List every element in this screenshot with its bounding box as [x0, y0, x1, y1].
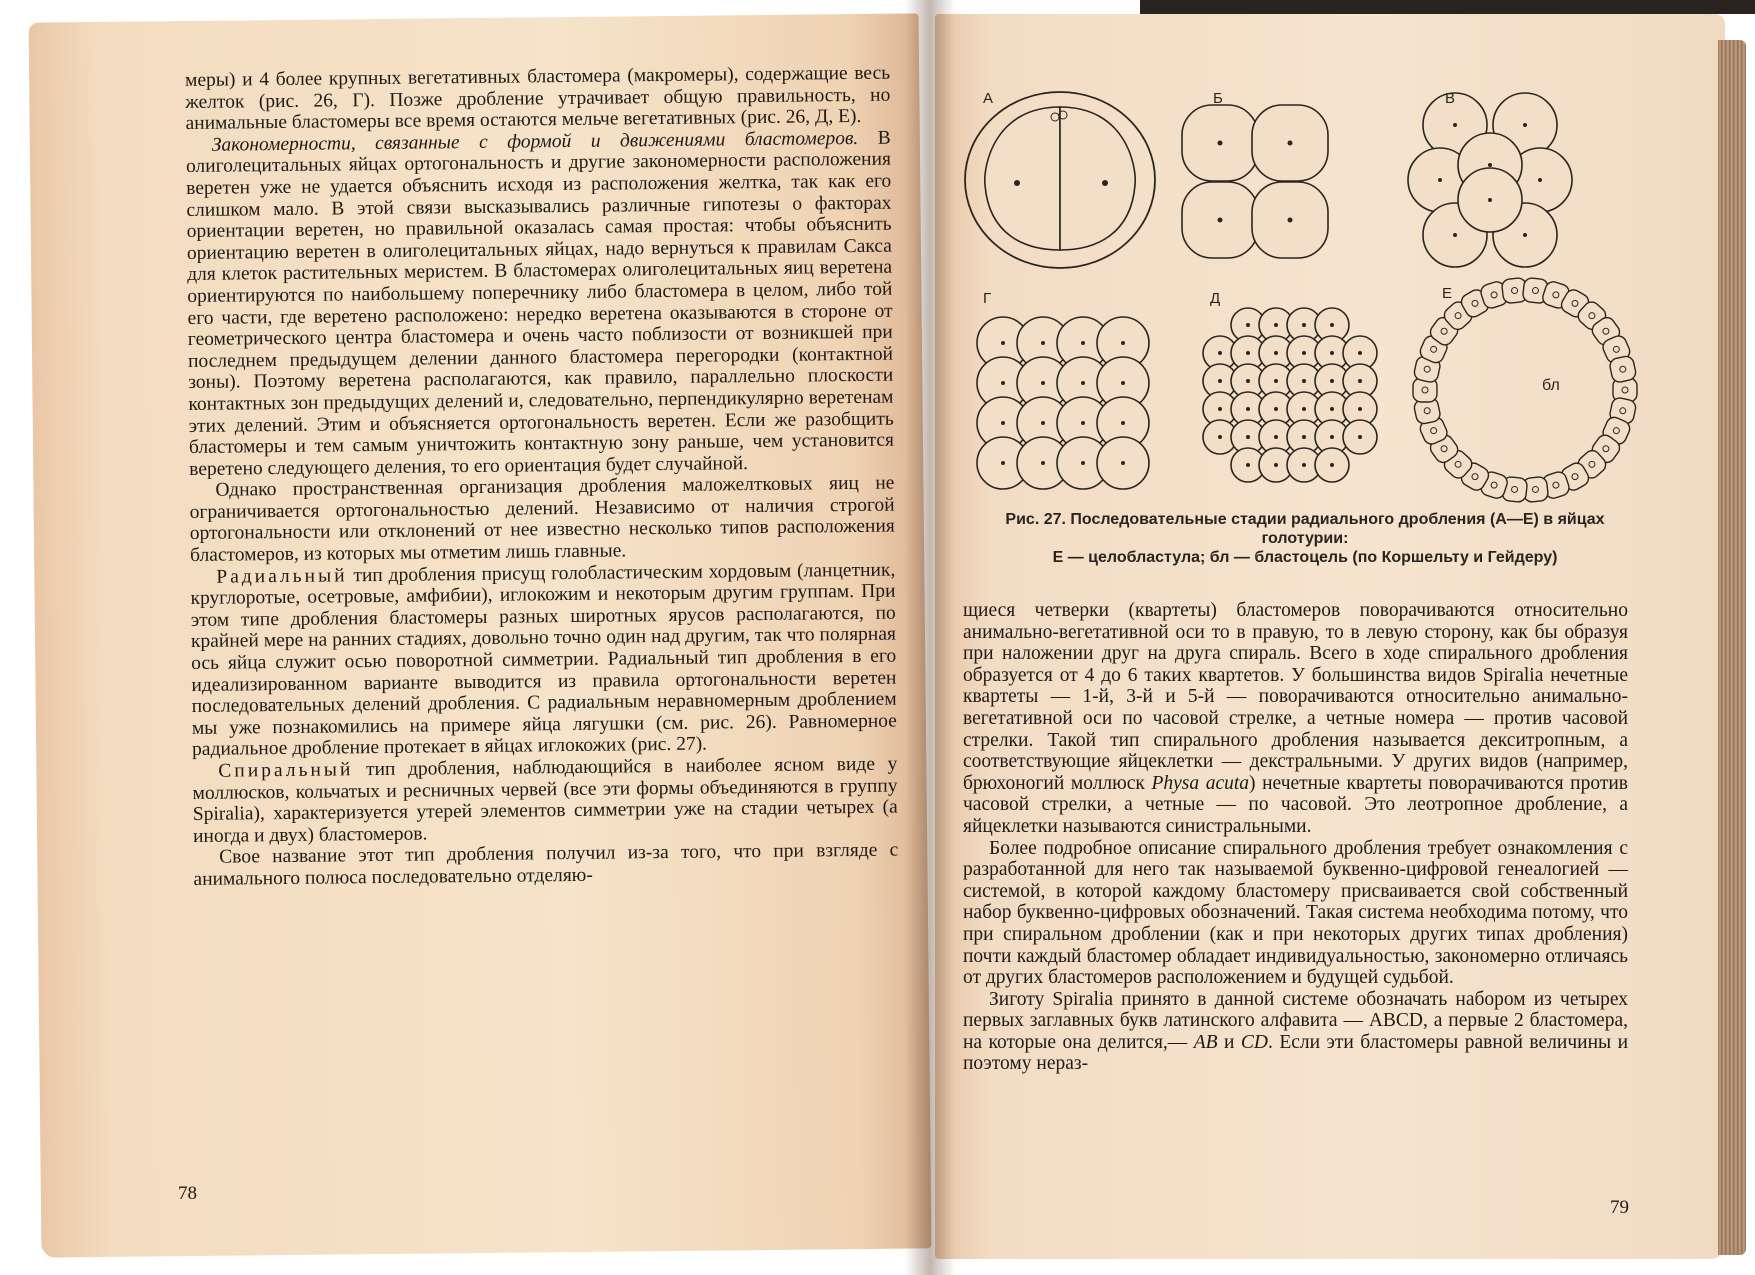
- stage-d-cell-nucleus: [1246, 463, 1250, 467]
- text-run: CD: [1240, 1031, 1269, 1053]
- stage-g-cell-nucleus: [1041, 341, 1045, 345]
- text-run: тип дробления присущ голобластическим хордовым (ланцетник, круглоротые, осетровые, амфибии), иглокожим и некоторым другим группам. При этом типе дробления бластомеры разных широтных ярусов располагаются, по крайней мере на ранних стадиях, довольно точно один над другим, так что полярная ось яйца служит осью поворотной симметрии. Радиальный тип дробления в его идеализированном варианте выводится из правила ортогональности веретен последовательных делений дробления. С радиальным неравномерным дроблением мы уже познакомились на примере яйца лягушки (см. рис. 26). Равномерное радиальное дробление протекает в яйцах иглокожих (рис. 27).: [190, 559, 897, 761]
- stage-a-nucleus: [1014, 180, 1020, 186]
- stage-g-cell-nucleus: [1001, 421, 1005, 425]
- panel-label-a: А: [983, 90, 994, 107]
- paragraph: [963, 989, 1628, 1075]
- stage-v-cell-nucleus: [1453, 123, 1457, 127]
- stage-d-cell-nucleus: [1358, 407, 1362, 411]
- paragraph: [192, 754, 898, 848]
- stage-g-cell-nucleus: [1121, 381, 1125, 385]
- right-page-text: [963, 600, 1628, 1075]
- stage-d-cell-nucleus: [1274, 323, 1278, 327]
- stage-g-cell-nucleus: [1001, 461, 1005, 465]
- stage-b-nucleus: [1288, 218, 1293, 223]
- text-run: Радиальный: [216, 564, 348, 588]
- text-run: Свое название этот тип дробления получил из-за того, что при взгляде с анимального полюса последовательно отделяю-: [193, 839, 899, 890]
- text-run: и: [1217, 1031, 1241, 1053]
- stage-a-cell-left: [985, 107, 1060, 250]
- stage-d-cell-nucleus: [1274, 435, 1278, 439]
- caption-line-1: Рис. 27. Последовательные стадии радиального дробления (А—Е) в яйцах голотурии:: [1005, 511, 1605, 547]
- text-run: Physa acuta: [1151, 772, 1250, 794]
- stage-d-cell-nucleus: [1246, 351, 1250, 355]
- page-edges: [1718, 40, 1746, 1255]
- stage-g-cell-nucleus: [1121, 421, 1125, 425]
- text-run: Более подробное описание спирального дробления требует ознакомления с разработанной для него так называемой буквенно-цифровой генеалогией — системой, в которой каждому бластомеру присваивается свой собственный набор буквенно-цифровых обозначений. Такая система необходима потому, что при спиральном дроблении (как и при некоторых других типах дробления) почти каждый бластомер обладает индивидуальностью, закономерно отличаясь от других бластомеров расположением и будущей судьбой.: [963, 837, 1628, 989]
- paragraph: [963, 600, 1628, 838]
- stage-d-cell-nucleus: [1302, 323, 1306, 327]
- text-run: ) нечетные квартеты поворачиваются против часовой стрелки, а четные — по часовой. Это леотропное дробление, а яйцеклетки называются синистральными.: [963, 772, 1629, 837]
- stage-d-cell-nucleus: [1302, 407, 1306, 411]
- figure-illustration: [955, 85, 1665, 505]
- stage-d-cell-nucleus: [1274, 351, 1278, 355]
- stage-v-cell-nucleus: [1438, 178, 1442, 182]
- stage-d-cell-nucleus: [1302, 351, 1306, 355]
- stage-b-nucleus: [1218, 218, 1223, 223]
- figure-27: [955, 85, 1665, 505]
- stage-d-cell-nucleus: [1246, 407, 1250, 411]
- stage-d-cell-nucleus: [1302, 379, 1306, 383]
- stage-b-nucleus: [1218, 141, 1223, 146]
- text-run: Закономерности, связанные с формой и движениями бластомеров.: [211, 127, 859, 156]
- stage-d-cell-nucleus: [1246, 379, 1250, 383]
- stage-g-cell-nucleus: [1001, 341, 1005, 345]
- stage-d-cell-nucleus: [1274, 407, 1278, 411]
- stage-g-cell-nucleus: [1121, 461, 1125, 465]
- text-run: Зиготу Spiralia принято в данной системе обозначать набором из четырех первых заглавных букв латинского алфавита — ABCD, а первые 2 бластомера, на которые она делится,—: [963, 988, 1628, 1053]
- panel-label-b: Б: [1213, 90, 1223, 107]
- stage-g-cell-nucleus: [1121, 341, 1125, 345]
- book-spine: [905, 0, 955, 1275]
- text-run: В олиголецитальных яйцах ортогональность и другие закономерности расположения веретен уже не удается объяснить исходя из расположения желтка, так как его слишком мало. В этой связи высказывались различные гипотезы о факторах ориентации веретен, но правильной оказалась самая простая: чтобы объяснить ориентацию веретен в олиголецитальных яйцах, надо вернуться к правилам Сакса для клеток растительных меристем. В бластомерах олиголецитальных яиц веретена ориентируются по наибольшему поперечнику либо бластомера в целом, либо той его части, где веретено расположено: нередко веретена оказываются в стороне от геометрического центра бластомера и очень часто поблизости от возникшей при последнем предыдущем делении данного бластомера перегородки (контактной зоны). Поэтому веретена располагаются, как правило, параллельно плоскости контактных зон предыдущих делений и, следовательно, перпендикулярно веретенам этих делений. Этим и объясняется ортогональность веретен. Если же разобщить бластомеры и тем самым уничтожить контактную зону раньше, чем установится веретено следующего деления, то его ориентация будет случайной.: [185, 127, 895, 480]
- stage-v-cell-nucleus: [1488, 198, 1492, 202]
- text-run: Спиральный: [218, 759, 354, 782]
- stage-g-cell-nucleus: [1001, 381, 1005, 385]
- stage-g-cell-nucleus: [1081, 341, 1085, 345]
- stage-d-cell-nucleus: [1330, 351, 1334, 355]
- stage-g-cell-nucleus: [1081, 461, 1085, 465]
- blastocoel-label: бл: [1542, 377, 1560, 394]
- stage-d-cell-nucleus: [1330, 435, 1334, 439]
- stage-g-cell-nucleus: [1081, 421, 1085, 425]
- stage-d-cell-nucleus: [1330, 323, 1334, 327]
- panel-label-e: Е: [1442, 285, 1453, 302]
- caption-line-2: Е — целобластула; бл — бластоцель (по Коршельту и Гейдеру): [1052, 549, 1558, 566]
- stage-b-nucleus: [1288, 141, 1293, 146]
- stage-d-cell-nucleus: [1358, 379, 1362, 383]
- stage-e-cell: [1609, 355, 1637, 383]
- text-run: тип дробления, наблюдающийся в наиболее ясном виде у моллюсков, кольчатых и ресничных червей (все эти формы объединяются в группу Spiralia), характеризуется утерей элементов симметрии уже на стадии четырех (а иногда и двух) бластомеров.: [192, 753, 898, 847]
- panel-label-g: Г: [983, 290, 992, 307]
- stage-v-cell-nucleus: [1523, 233, 1527, 237]
- stage-v-cell-nucleus: [1523, 123, 1527, 127]
- paragraph: [186, 127, 895, 480]
- stage-d-cell-nucleus: [1246, 323, 1250, 327]
- stage-g-cell-nucleus: [1041, 461, 1045, 465]
- text-run: Однако пространственная организация дробления маложелтковых яиц не ограничивается ортогональностью делений. Независимо от наличия строгой ортогональности или отклонений от нее известно несколько типов расположения бластомеров, из которых мы отметим лишь главные.: [189, 472, 895, 567]
- stage-g-cell-nucleus: [1081, 381, 1085, 385]
- stage-d-cell-nucleus: [1274, 379, 1278, 383]
- figure-caption: [960, 510, 1650, 567]
- stage-d-cell-nucleus: [1302, 435, 1306, 439]
- stage-g-cell-nucleus: [1041, 421, 1045, 425]
- stage-v-cell-nucleus: [1453, 233, 1457, 237]
- panel-label-v: В: [1445, 90, 1456, 107]
- stage-d-cell-nucleus: [1218, 435, 1222, 439]
- stage-d-cell-nucleus: [1302, 463, 1306, 467]
- text-run: меры) и 4 более крупных вегетативных бластомера (макромеры), содержащие весь желток (рис. 26, Г). Позже дробление утрачивает общую правильность, но анимальные бластомеры все время остаются мельче вегетативных (рис. 26, Д, Е).: [185, 62, 891, 135]
- stage-v-cell-nucleus: [1538, 178, 1542, 182]
- paragraph: [189, 473, 895, 567]
- stage-d-cell-nucleus: [1330, 407, 1334, 411]
- stage-d-cell-nucleus: [1330, 379, 1334, 383]
- stage-d-cell-nucleus: [1246, 435, 1250, 439]
- panel-label-d: Д: [1210, 290, 1221, 307]
- paragraph: [185, 63, 891, 135]
- stage-v-cell-nucleus: [1488, 163, 1492, 167]
- stage-a-nucleus: [1102, 180, 1108, 186]
- text-run: AB: [1193, 1031, 1218, 1053]
- right-page-number: 79: [1610, 1197, 1629, 1218]
- stage-a-cell-right: [1060, 107, 1135, 250]
- stage-d-cell-nucleus: [1358, 435, 1362, 439]
- stage-d-cell-nucleus: [1358, 351, 1362, 355]
- stage-d-cell-nucleus: [1330, 463, 1334, 467]
- stage-d-cell-nucleus: [1218, 351, 1222, 355]
- paragraph: [193, 840, 898, 891]
- stage-d-cell-nucleus: [1218, 407, 1222, 411]
- text-run: . Если эти бластомеры равной величины и поэтому нераз-: [963, 1031, 1628, 1075]
- stage-d-cell-nucleus: [1218, 379, 1222, 383]
- background-edge: [1140, 0, 1755, 14]
- stage-g-cell-nucleus: [1041, 381, 1045, 385]
- stage-d-cell-nucleus: [1274, 463, 1278, 467]
- paragraph: [963, 838, 1628, 989]
- text-run: щиеся четверки (квартеты) бластомеров поворачиваются относительно анимально-вегетативной оси то в правую, то в левую сторону, как бы образуя при наложении друг на друга спираль. Всего в ходе спирального дробления образуется от 4 до 6 таких квартетов. У большинства видов Spiralia нечетные квартеты — 1-й, 3-й и 5-й — поворачиваются относительно анимально-вегетативной оси по часовой стрелке, а четные номера — против часовой стрелки. Такой тип спирального дробления называется декситропным, а соответствующие яйцеклетки — декстральными. У других видов (например, брюхоногий моллюск: [963, 600, 1628, 794]
- left-page-text: [185, 63, 899, 891]
- left-page-number: 78: [178, 1183, 197, 1204]
- paragraph: [190, 559, 897, 761]
